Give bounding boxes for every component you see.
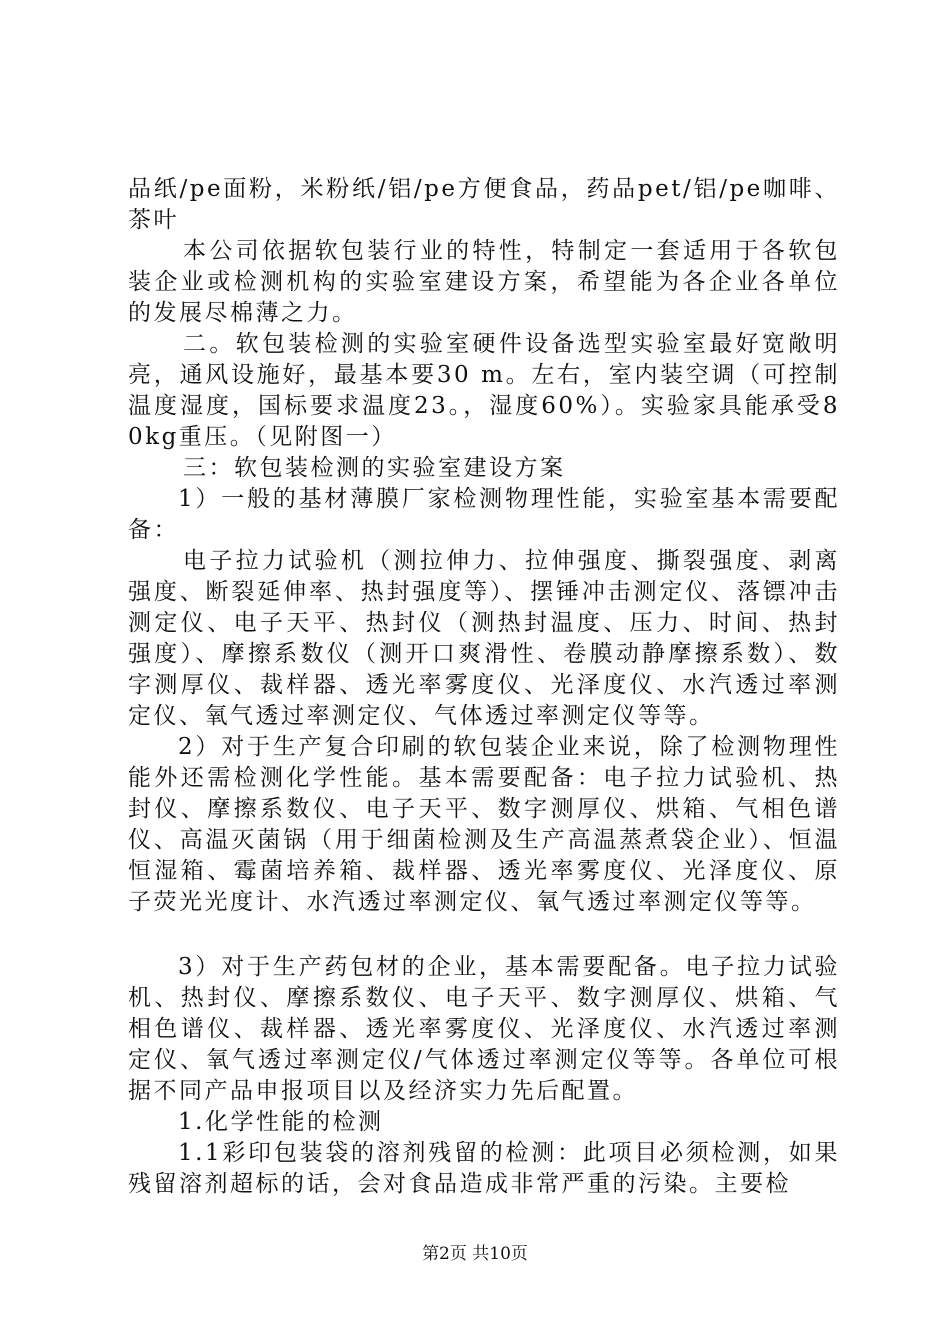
paragraph-company-intro: 本公司依据软包装行业的特性，特制定一套适用于各软包装企业或检测机构的实验室建设方案，希望能为各企业各单位的发展尽棉薄之力。	[128, 238, 840, 326]
paragraph-item-2: 2）对于生产复合印刷的软包装企业来说，除了检测物理性能外还需检测化学性能。基本需要配备：电子拉力试验机、热封仪、摩擦系数仪、电子天平、数字测厚仪、烘箱、气相色谱仪、高温灭菌锅（用于细菌检测及生产高温蒸煮袋企业）、恒温恒湿箱、霉菌培养箱、裁样器、透光率雾度仪、光泽度仪、原子荧光光度计、水汽透过率测定仪、氧气透过率测定仪等等。	[128, 734, 840, 915]
paragraph-item-1: 1）一般的基材薄膜厂家检测物理性能，实验室基本需要配备：	[128, 486, 840, 543]
heading-chemical-testing: 1.化学性能的检测	[178, 1109, 384, 1135]
paragraph-continuation: 品纸/pe面粉，米粉纸/铝/pe方便食品，药品pet/铝/pe咖啡、茶叶	[128, 176, 840, 233]
paragraph-solvent-residue: 1.1彩印包装袋的溶剂残留的检测：此项目必须检测，如果残留溶剂超标的话，会对食品造成非常严重的污染。主要检	[128, 1140, 840, 1197]
paragraph-item-1-equipment: 电子拉力试验机（测拉伸力、拉伸强度、撕裂强度、剥离强度、断裂延伸率、热封强度等）、摆锤冲击测定仪、落镖冲击测定仪、电子天平、热封仪（测热封温度、压力、时间、热封强度）、摩擦系数仪（测开口爽滑性、卷膜动静摩擦系数）、数字测厚仪、裁样器、透光率雾度仪、光泽度仪、水汽透过率测定仪、氧气透过率测定仪、气体透过率测定仪等等。	[128, 548, 840, 729]
page-number-footer: 第2页 共10页	[422, 1244, 528, 1264]
heading-section-three: 三：软包装检测的实验室建设方案	[183, 455, 566, 481]
paragraph-item-3: 3）对于生产药包材的企业，基本需要配备。电子拉力试验机、热封仪、摩擦系数仪、电子天平、数字测厚仪、烘箱、气相色谱仪、裁样器、透光率雾度仪、光泽度仪、水汽透过率测定仪、氧气透过率测定仪/气体透过率测定仪等等。各单位可根据不同产品申报项目以及经济实力先后配置。	[128, 954, 840, 1104]
body-text	[128, 174, 840, 1200]
paragraph-section-two: 二。软包装检测的实验室硬件设备选型实验室最好宽敞明亮，通风设施好，最基本要30 m。左右，室内装空调（可控制温度湿度，国标要求温度23。，湿度60%）。实验家具能承受80kg重压。（见附图一）	[128, 331, 840, 450]
